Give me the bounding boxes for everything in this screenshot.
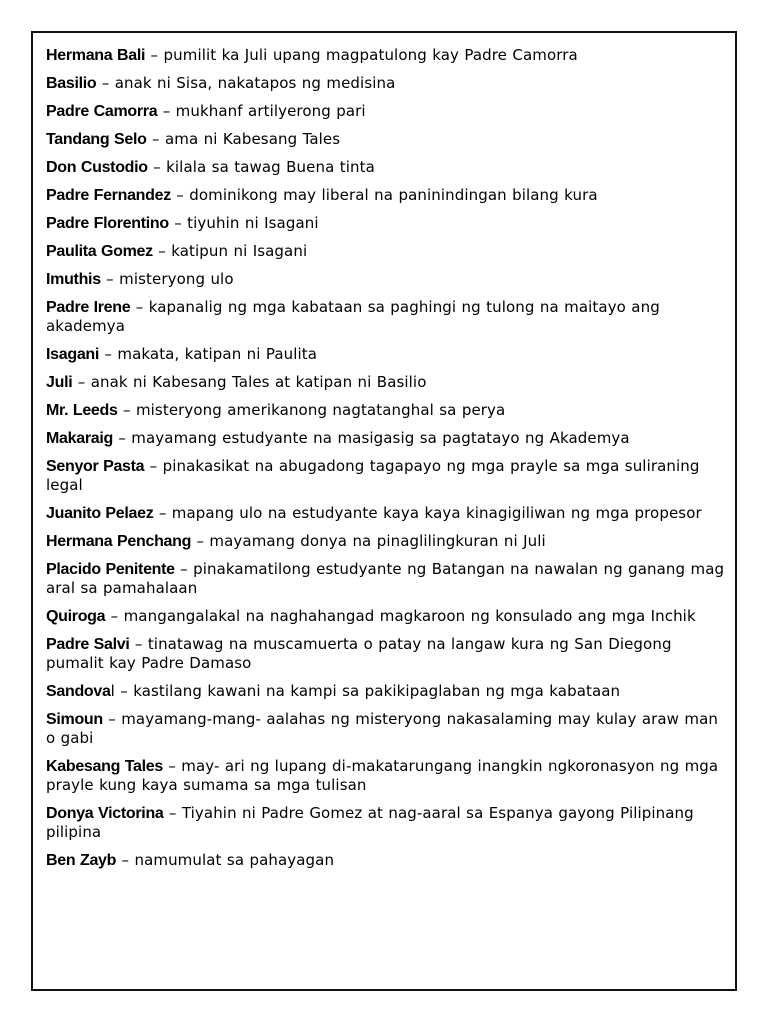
- character-description: – misteryong amerikanong nagtatanghal sa perya: [117, 401, 506, 419]
- character-entry: [46, 804, 727, 842]
- character-name: Makaraig: [46, 430, 113, 447]
- character-description: – anak ni Kabesang Tales at katipan ni Basilio: [72, 373, 427, 391]
- character-description: – pinakamatilong estudyante ng Batangan na nawalan ng ganang mag aral sa pamahalaan: [46, 560, 725, 597]
- character-name: Padre Camorra: [46, 103, 158, 120]
- character-description: – mukhanf artilyerong pari: [157, 102, 366, 120]
- character-name: Basilio: [46, 75, 97, 92]
- character-entry: [46, 158, 727, 177]
- character-description: – mayamang donya na pinaglilingkuran ni Juli: [191, 532, 546, 550]
- character-name: Kabesang Tales: [46, 758, 163, 775]
- character-entry: [46, 373, 727, 392]
- character-name: Padre Florentino: [46, 215, 169, 232]
- character-name: Isagani: [46, 346, 100, 363]
- character-name: Placido Penitente: [46, 561, 175, 578]
- character-name: Padre Salvi: [46, 636, 130, 653]
- character-name: Paulita Gomez: [46, 243, 153, 260]
- character-description: – makata, katipan ni Paulita: [99, 345, 318, 363]
- character-entry: [46, 270, 727, 289]
- character-entry: [46, 102, 727, 121]
- character-name: Imuthis: [46, 271, 101, 288]
- character-description: – tiyuhin ni Isagani: [168, 214, 319, 232]
- character-entry: [46, 214, 727, 233]
- character-entry: [46, 74, 727, 93]
- character-entry: [46, 457, 727, 495]
- character-description: – Tiyahin ni Padre Gomez at nag-aaral sa Espanya gayong Pilipinang pilipina: [46, 804, 694, 841]
- character-description: – kilala sa tawag Buena tinta: [147, 158, 375, 176]
- character-description: – mangangalakal na naghahangad magkaroon ng konsulado ang mga Inchik: [105, 607, 696, 625]
- character-description: – namumulat sa pahayagan: [116, 851, 335, 869]
- character-name: Tandang Selo: [46, 131, 147, 148]
- character-name: Hermana Penchang: [46, 533, 192, 550]
- character-description: l – kastilang kawani na kampi sa pakikipaglaban ng mga kabataan: [110, 682, 621, 700]
- character-entry: [46, 345, 727, 364]
- character-name: Don Custodio: [46, 159, 148, 176]
- character-entry: [46, 635, 727, 673]
- character-description: – dominikong may liberal na paninindingan bilang kura: [170, 186, 598, 204]
- character-entry: [46, 851, 727, 870]
- character-entry: [46, 46, 727, 65]
- character-description: – mayamang-mang- aalahas ng misteryong nakasalaming may kulay araw man o gabi: [46, 710, 719, 747]
- character-description: – mayamang estudyante na masigasig sa pagtatayo ng Akademya: [112, 429, 630, 447]
- character-entry: [46, 130, 727, 149]
- character-entry: [46, 757, 727, 795]
- character-entry: [46, 682, 727, 701]
- character-entry: [46, 607, 727, 626]
- character-name: Quiroga: [46, 608, 106, 625]
- character-description: – kapanalig ng mga kabataan sa paghingi ng tulong na maitayo ang akademya: [46, 298, 660, 335]
- character-description: – misteryong ulo: [100, 270, 234, 288]
- character-description: – tinatawag na muscamuerta o patay na langaw kura ng San Diegong pumalit kay Padre Damaso: [46, 635, 672, 672]
- character-entry: [46, 532, 727, 551]
- character-name: Senyor Pasta: [46, 458, 145, 475]
- character-description: – may- ari ng lupang di-makatarungang inangkin ngkoronasyon ng mga prayle kung kaya sumama sa mga tulisan: [46, 757, 719, 794]
- character-description: – ama ni Kabesang Tales: [146, 130, 341, 148]
- character-entry: [46, 186, 727, 205]
- character-entry: [46, 401, 727, 420]
- character-name: Juanito Pelaez: [46, 505, 154, 522]
- character-name: Padre Irene: [46, 299, 131, 316]
- character-description: – anak ni Sisa, nakatapos ng medisina: [96, 74, 396, 92]
- character-name: Mr. Leeds: [46, 402, 118, 419]
- character-name: Ben Zayb: [46, 852, 117, 869]
- character-description: – katipun ni Isagani: [152, 242, 308, 260]
- character-entry: [46, 504, 727, 523]
- character-entry: [46, 242, 727, 261]
- character-entry: [46, 560, 727, 598]
- character-name: Padre Fernandez: [46, 187, 171, 204]
- character-name: Hermana Bali: [46, 47, 146, 64]
- character-entry: [46, 298, 727, 336]
- character-entry: [46, 710, 727, 748]
- character-list: [46, 46, 727, 870]
- character-description: – mapang ulo na estudyante kaya kaya kinagigiliwan ng mga propesor: [153, 504, 702, 522]
- character-name: Donya Victorina: [46, 805, 164, 822]
- character-description: – pinakasikat na abugadong tagapayo ng mga prayle sa mga suliraning legal: [46, 457, 700, 494]
- character-entry: [46, 429, 727, 448]
- character-name: Simoun: [46, 711, 103, 728]
- character-description: – pumilit ka Juli upang magpatulong kay Padre Camorra: [145, 46, 578, 64]
- document-frame: [31, 31, 737, 991]
- character-name: Juli: [46, 374, 73, 391]
- character-name: Sandova: [46, 683, 111, 700]
